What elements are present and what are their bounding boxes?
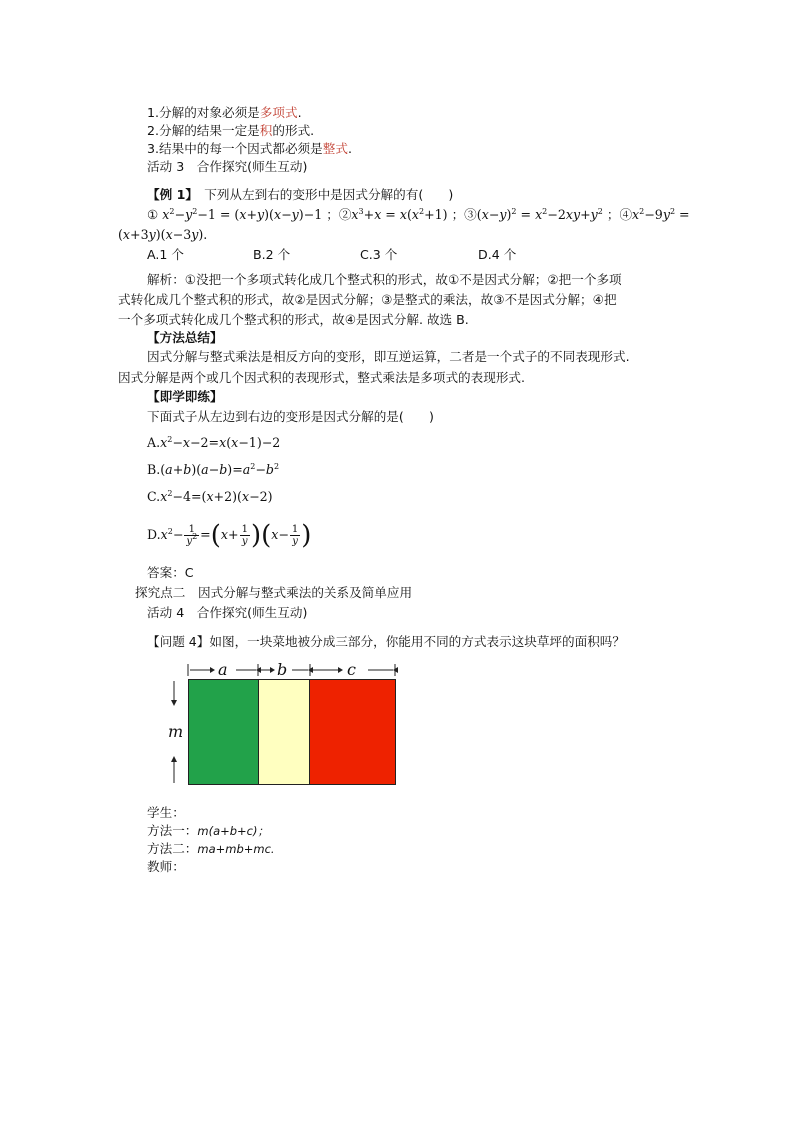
teacher-label: 教师： [147, 859, 185, 874]
point-1-highlight: 多项式 [259, 105, 298, 120]
practice-option-d: $D.x^2-$ $\frac{1}{y^2}$ =(x+ $\frac{1}{y}$ )(x− $\frac{1}{y}$ ) [147, 520, 312, 551]
student-label: 学生： [147, 805, 185, 820]
practice-question: 下面式子从左边到右边的变形是因式分解的是( ) [147, 409, 434, 424]
point-1-text: 1.分解的对象必须是 [147, 105, 260, 120]
plot-section-a [188, 679, 260, 785]
point-3-end: . [347, 141, 352, 156]
label-b: b [277, 660, 288, 679]
problem-4-text: 【问题 4】如图，一块菜地被分成三部分，你能用不同的方式表示这块草坪的面积吗？ [147, 634, 625, 649]
example-1-option-a: A.1 个 [147, 247, 185, 262]
example-1-formulas-cont: (x+3y)(x−3y). [118, 227, 208, 242]
label-a: a [218, 660, 228, 679]
student-method-2 [147, 840, 275, 858]
activity-4-heading: 活动 4 合作探究(师生互动) [147, 605, 308, 620]
method-2-label: 方法二： [147, 841, 198, 856]
plot-section-c [309, 679, 396, 785]
label-m: m [168, 722, 184, 741]
example-1-analysis-3: 一个多项式转化成几个整式积的形式，故④是因式分解. 故选 B. [118, 312, 469, 327]
student-method-1 [147, 822, 269, 840]
practice-heading: 【即学即练】 [147, 389, 223, 404]
activity-3-heading: 活动 3 合作探究(师生互动) [147, 159, 308, 174]
example-1-label: 【例 1】 [147, 187, 192, 202]
section-2-heading: 探究点二 因式分解与整式乘法的关系及简单应用 [135, 585, 413, 600]
method-summary-text-2: 因式分解是两个或几个因式积的表现形式，整式乘法是多项式的表现形式. [118, 370, 526, 385]
practice-answer: 答案：C [147, 565, 194, 580]
example-1-option-c: C.3 个 [360, 247, 398, 262]
example-1-analysis-2: 式转化成几个整式积的形式，故②是因式分解；③是整式的乘法，故③不是因式分解；④把 [118, 292, 617, 307]
method-2-expression: ma+mb+mc. [197, 842, 275, 856]
point-3-text: 3.结果中的每一个因式都必须是 [147, 141, 323, 156]
method-1-label: 方法一： [147, 823, 198, 838]
plot-section-b [258, 679, 311, 785]
example-1-option-b: B.2 个 [253, 247, 291, 262]
point-2-text: 2.分解的结果一定是 [147, 123, 260, 138]
practice-option-c: $C.x^2-4=(x+2)(x-2)$ [147, 489, 273, 504]
point-2-highlight: 积 [259, 123, 273, 138]
example-1-analysis-1: 解析：①没把一个多项式转化成几个整式积的形式，故①不是因式分解；②把一个多项 [147, 272, 622, 287]
method-1-expression: m(a+b+c)； [197, 824, 269, 838]
practice-option-b: $B.(a+b)(a-b)=a^2-b^2$ [147, 462, 280, 477]
point-1-end: . [297, 105, 302, 120]
example-1-option-d: D.4 个 [478, 247, 517, 262]
practice-option-a: $A.x^2-x-2=x(x-1)-2$ [147, 435, 281, 450]
method-summary-text-1: 因式分解与整式乘法是相反方向的变形，即互逆运算，二者是一个式子的不同表现形式. [147, 349, 630, 364]
method-summary-heading: 【方法总结】 [147, 330, 223, 345]
example-1-text: 下列从左到右的变形中是因式分解的有( ) [191, 187, 454, 202]
point-3-highlight: 整式 [322, 141, 348, 156]
label-c: c [347, 660, 356, 679]
point-2-end: 的形式. [272, 123, 315, 138]
example-1-formulas: ① $x^2-y^2-1 = (x+y)(x-y)-1$ ；$②x^3+x = x(x^2+1)$ ；$③(x-y)^2 = x^2-2xy+y^2$ ；$④x^2-9y^2$ = [147, 207, 690, 222]
